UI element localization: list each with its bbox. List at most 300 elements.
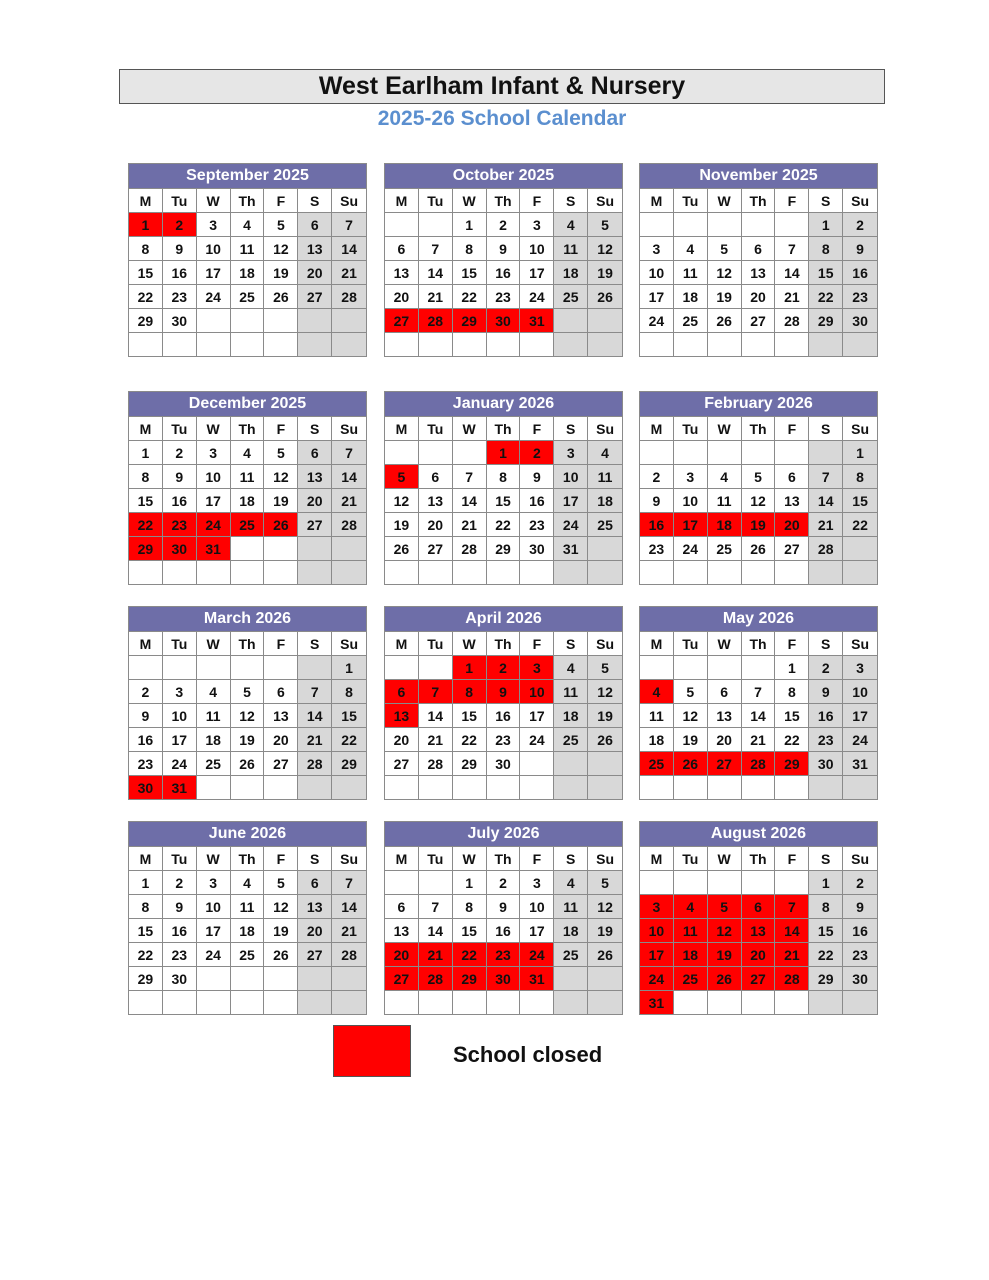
month-calendar xyxy=(639,821,878,1015)
day-cell: 21 xyxy=(809,512,843,536)
month-calendar xyxy=(128,391,367,585)
empty-cell xyxy=(419,212,453,236)
day-cell: 9 xyxy=(163,236,197,260)
day-cell: 10 xyxy=(520,679,554,703)
day-cell: 25 xyxy=(708,536,742,560)
weekday-header: Tu xyxy=(163,631,197,655)
day-cell: 4 xyxy=(708,464,742,488)
day-cell: 19 xyxy=(708,284,742,308)
day-cell: 17 xyxy=(640,284,674,308)
empty-cell xyxy=(298,655,332,679)
day-cell: 14 xyxy=(775,918,809,942)
empty-cell xyxy=(809,775,843,799)
day-cell: 13 xyxy=(419,488,453,512)
month-title: June 2026 xyxy=(129,822,366,846)
day-cell: 2 xyxy=(843,870,877,894)
empty-cell xyxy=(520,990,554,1014)
weekday-header: Tu xyxy=(674,846,708,870)
day-cell: 1 xyxy=(129,212,163,236)
empty-cell xyxy=(674,212,708,236)
empty-cell xyxy=(708,655,742,679)
day-cell: 3 xyxy=(197,440,231,464)
day-cell: 18 xyxy=(231,260,265,284)
day-cell: 24 xyxy=(843,727,877,751)
day-cell: 25 xyxy=(674,308,708,332)
day-cell: 14 xyxy=(332,464,366,488)
empty-cell xyxy=(708,560,742,584)
day-cell: 14 xyxy=(332,236,366,260)
month-grid xyxy=(640,631,877,799)
day-cell: 5 xyxy=(742,464,776,488)
weekday-header: S xyxy=(554,631,588,655)
day-cell: 12 xyxy=(708,260,742,284)
day-cell: 20 xyxy=(264,727,298,751)
weekday-header: M xyxy=(640,416,674,440)
empty-cell xyxy=(554,775,588,799)
day-cell: 5 xyxy=(264,212,298,236)
day-cell: 15 xyxy=(809,918,843,942)
day-cell: 3 xyxy=(640,894,674,918)
day-cell: 29 xyxy=(453,308,487,332)
day-cell: 4 xyxy=(640,679,674,703)
day-cell: 20 xyxy=(385,942,419,966)
day-cell: 23 xyxy=(487,942,521,966)
day-cell: 11 xyxy=(674,918,708,942)
empty-cell xyxy=(640,870,674,894)
day-cell: 5 xyxy=(385,464,419,488)
day-cell: 4 xyxy=(554,655,588,679)
day-cell: 22 xyxy=(843,512,877,536)
month-title: April 2026 xyxy=(385,607,622,631)
empty-cell xyxy=(385,655,419,679)
day-cell: 12 xyxy=(264,464,298,488)
weekday-header: F xyxy=(264,846,298,870)
day-cell: 29 xyxy=(487,536,521,560)
day-cell: 10 xyxy=(163,703,197,727)
day-cell: 13 xyxy=(742,260,776,284)
day-cell: 17 xyxy=(197,488,231,512)
day-cell: 6 xyxy=(385,236,419,260)
day-cell: 20 xyxy=(298,488,332,512)
empty-cell xyxy=(197,990,231,1014)
day-cell: 4 xyxy=(588,440,622,464)
day-cell: 19 xyxy=(264,260,298,284)
day-cell: 25 xyxy=(197,751,231,775)
day-cell: 20 xyxy=(742,942,776,966)
day-cell: 31 xyxy=(197,536,231,560)
empty-cell xyxy=(332,308,366,332)
day-cell: 3 xyxy=(674,464,708,488)
day-cell: 19 xyxy=(385,512,419,536)
empty-cell xyxy=(419,560,453,584)
day-cell: 10 xyxy=(197,464,231,488)
day-cell: 27 xyxy=(775,536,809,560)
day-cell: 3 xyxy=(520,212,554,236)
day-cell: 30 xyxy=(129,775,163,799)
weekday-header: Tu xyxy=(419,846,453,870)
weekday-header: S xyxy=(298,416,332,440)
day-cell: 17 xyxy=(520,703,554,727)
day-cell: 14 xyxy=(419,260,453,284)
empty-cell xyxy=(640,440,674,464)
day-cell: 4 xyxy=(554,870,588,894)
day-cell: 22 xyxy=(775,727,809,751)
weekday-header: Su xyxy=(588,188,622,212)
day-cell: 16 xyxy=(487,703,521,727)
day-cell: 10 xyxy=(554,464,588,488)
page-title: West Earlham Infant & Nursery xyxy=(119,69,885,104)
weekday-header: M xyxy=(640,631,674,655)
day-cell: 18 xyxy=(231,918,265,942)
day-cell: 8 xyxy=(809,236,843,260)
day-cell: 2 xyxy=(163,870,197,894)
month-calendar xyxy=(639,163,878,357)
day-cell: 29 xyxy=(129,966,163,990)
empty-cell xyxy=(775,440,809,464)
weekday-header: Su xyxy=(332,188,366,212)
weekday-header: Su xyxy=(588,631,622,655)
day-cell: 26 xyxy=(264,512,298,536)
empty-cell xyxy=(163,560,197,584)
day-cell: 8 xyxy=(332,679,366,703)
empty-cell xyxy=(487,775,521,799)
day-cell: 14 xyxy=(298,703,332,727)
day-cell: 26 xyxy=(231,751,265,775)
day-cell: 26 xyxy=(264,942,298,966)
day-cell: 6 xyxy=(775,464,809,488)
day-cell: 10 xyxy=(520,236,554,260)
empty-cell xyxy=(453,440,487,464)
day-cell: 26 xyxy=(588,942,622,966)
weekday-header: Tu xyxy=(163,846,197,870)
day-cell: 20 xyxy=(742,284,776,308)
weekday-header: Su xyxy=(588,846,622,870)
day-cell: 19 xyxy=(708,942,742,966)
weekday-header: Su xyxy=(843,188,877,212)
day-cell: 24 xyxy=(674,536,708,560)
empty-cell xyxy=(708,332,742,356)
weekday-header: Tu xyxy=(163,416,197,440)
empty-cell xyxy=(640,212,674,236)
day-cell: 26 xyxy=(742,536,776,560)
day-cell: 24 xyxy=(554,512,588,536)
weekday-header: Tu xyxy=(419,631,453,655)
day-cell: 21 xyxy=(332,918,366,942)
day-cell: 17 xyxy=(197,918,231,942)
day-cell: 14 xyxy=(419,918,453,942)
empty-cell xyxy=(843,536,877,560)
month-calendar xyxy=(384,163,623,357)
empty-cell xyxy=(674,775,708,799)
month-title: March 2026 xyxy=(129,607,366,631)
day-cell: 9 xyxy=(487,679,521,703)
empty-cell xyxy=(332,775,366,799)
day-cell: 20 xyxy=(385,727,419,751)
day-cell: 9 xyxy=(843,894,877,918)
weekday-header: S xyxy=(554,846,588,870)
empty-cell xyxy=(385,870,419,894)
month-title: November 2025 xyxy=(640,164,877,188)
empty-cell xyxy=(809,560,843,584)
weekday-header: S xyxy=(298,188,332,212)
month-title: December 2025 xyxy=(129,392,366,416)
day-cell: 15 xyxy=(129,918,163,942)
day-cell: 14 xyxy=(419,703,453,727)
day-cell: 29 xyxy=(775,751,809,775)
empty-cell xyxy=(554,332,588,356)
empty-cell xyxy=(419,870,453,894)
day-cell: 29 xyxy=(332,751,366,775)
empty-cell xyxy=(197,966,231,990)
day-cell: 23 xyxy=(809,727,843,751)
day-cell: 13 xyxy=(708,703,742,727)
day-cell: 22 xyxy=(453,284,487,308)
empty-cell xyxy=(775,212,809,236)
day-cell: 12 xyxy=(588,894,622,918)
month-grid xyxy=(640,846,877,1014)
day-cell: 9 xyxy=(163,464,197,488)
weekday-header: Su xyxy=(588,416,622,440)
day-cell: 30 xyxy=(163,966,197,990)
day-cell: 17 xyxy=(843,703,877,727)
empty-cell xyxy=(588,560,622,584)
day-cell: 22 xyxy=(809,284,843,308)
day-cell: 8 xyxy=(129,894,163,918)
day-cell: 30 xyxy=(487,308,521,332)
empty-cell xyxy=(163,990,197,1014)
day-cell: 26 xyxy=(264,284,298,308)
weekday-header: F xyxy=(775,416,809,440)
empty-cell xyxy=(419,990,453,1014)
day-cell: 6 xyxy=(298,212,332,236)
day-cell: 20 xyxy=(419,512,453,536)
empty-cell xyxy=(520,751,554,775)
empty-cell xyxy=(708,870,742,894)
day-cell: 11 xyxy=(640,703,674,727)
day-cell: 5 xyxy=(588,655,622,679)
month-grid xyxy=(385,188,622,356)
day-cell: 12 xyxy=(588,679,622,703)
day-cell: 19 xyxy=(588,703,622,727)
day-cell: 18 xyxy=(554,703,588,727)
weekday-header: Su xyxy=(332,846,366,870)
empty-cell xyxy=(298,966,332,990)
day-cell: 1 xyxy=(487,440,521,464)
day-cell: 17 xyxy=(197,260,231,284)
day-cell: 5 xyxy=(708,236,742,260)
day-cell: 7 xyxy=(419,894,453,918)
day-cell: 9 xyxy=(520,464,554,488)
day-cell: 13 xyxy=(298,894,332,918)
day-cell: 23 xyxy=(843,284,877,308)
day-cell: 13 xyxy=(385,918,419,942)
day-cell: 15 xyxy=(453,260,487,284)
empty-cell xyxy=(775,870,809,894)
day-cell: 14 xyxy=(775,260,809,284)
empty-cell xyxy=(197,308,231,332)
day-cell: 10 xyxy=(674,488,708,512)
weekday-header: Th xyxy=(231,188,265,212)
empty-cell xyxy=(674,990,708,1014)
empty-cell xyxy=(809,440,843,464)
day-cell: 5 xyxy=(588,212,622,236)
day-cell: 23 xyxy=(163,942,197,966)
day-cell: 25 xyxy=(554,284,588,308)
day-cell: 26 xyxy=(588,727,622,751)
day-cell: 16 xyxy=(520,488,554,512)
weekday-header: S xyxy=(809,631,843,655)
empty-cell xyxy=(197,655,231,679)
empty-cell xyxy=(385,212,419,236)
day-cell: 28 xyxy=(775,308,809,332)
day-cell: 17 xyxy=(520,918,554,942)
weekday-header: W xyxy=(197,631,231,655)
empty-cell xyxy=(231,775,265,799)
day-cell: 21 xyxy=(742,727,776,751)
day-cell: 5 xyxy=(708,894,742,918)
empty-cell xyxy=(453,332,487,356)
empty-cell xyxy=(197,560,231,584)
weekday-header: S xyxy=(809,188,843,212)
empty-cell xyxy=(197,775,231,799)
day-cell: 26 xyxy=(708,308,742,332)
day-cell: 27 xyxy=(419,536,453,560)
day-cell: 19 xyxy=(588,918,622,942)
weekday-header: M xyxy=(129,188,163,212)
day-cell: 8 xyxy=(453,894,487,918)
day-cell: 18 xyxy=(588,488,622,512)
empty-cell xyxy=(129,560,163,584)
month-calendar xyxy=(384,391,623,585)
day-cell: 22 xyxy=(332,727,366,751)
day-cell: 17 xyxy=(640,942,674,966)
empty-cell xyxy=(640,332,674,356)
day-cell: 1 xyxy=(129,440,163,464)
empty-cell xyxy=(640,655,674,679)
day-cell: 16 xyxy=(640,512,674,536)
empty-cell xyxy=(264,966,298,990)
day-cell: 16 xyxy=(129,727,163,751)
weekday-header: S xyxy=(809,846,843,870)
day-cell: 8 xyxy=(843,464,877,488)
day-cell: 6 xyxy=(742,894,776,918)
day-cell: 18 xyxy=(554,918,588,942)
empty-cell xyxy=(554,308,588,332)
day-cell: 25 xyxy=(554,727,588,751)
day-cell: 25 xyxy=(231,942,265,966)
empty-cell xyxy=(298,536,332,560)
day-cell: 26 xyxy=(385,536,419,560)
empty-cell xyxy=(264,560,298,584)
day-cell: 25 xyxy=(640,751,674,775)
weekday-header: M xyxy=(129,846,163,870)
day-cell: 13 xyxy=(298,464,332,488)
empty-cell xyxy=(554,560,588,584)
day-cell: 10 xyxy=(197,894,231,918)
day-cell: 19 xyxy=(588,260,622,284)
empty-cell xyxy=(775,775,809,799)
empty-cell xyxy=(453,560,487,584)
weekday-header: W xyxy=(453,416,487,440)
day-cell: 17 xyxy=(674,512,708,536)
day-cell: 16 xyxy=(843,918,877,942)
empty-cell xyxy=(742,775,776,799)
empty-cell xyxy=(419,332,453,356)
day-cell: 16 xyxy=(809,703,843,727)
day-cell: 30 xyxy=(843,966,877,990)
day-cell: 4 xyxy=(674,894,708,918)
day-cell: 10 xyxy=(197,236,231,260)
day-cell: 7 xyxy=(419,236,453,260)
empty-cell xyxy=(674,655,708,679)
day-cell: 24 xyxy=(520,942,554,966)
weekday-header: Tu xyxy=(419,416,453,440)
empty-cell xyxy=(588,775,622,799)
day-cell: 3 xyxy=(554,440,588,464)
empty-cell xyxy=(843,332,877,356)
day-cell: 26 xyxy=(674,751,708,775)
day-cell: 23 xyxy=(163,284,197,308)
weekday-header: W xyxy=(197,846,231,870)
day-cell: 12 xyxy=(708,918,742,942)
day-cell: 16 xyxy=(487,260,521,284)
day-cell: 10 xyxy=(520,894,554,918)
empty-cell xyxy=(332,990,366,1014)
empty-cell xyxy=(588,990,622,1014)
day-cell: 13 xyxy=(742,918,776,942)
weekday-header: Th xyxy=(487,188,521,212)
day-cell: 28 xyxy=(742,751,776,775)
month-calendar xyxy=(384,606,623,800)
day-cell: 3 xyxy=(197,870,231,894)
day-cell: 7 xyxy=(742,679,776,703)
empty-cell xyxy=(640,775,674,799)
day-cell: 28 xyxy=(419,308,453,332)
day-cell: 18 xyxy=(674,942,708,966)
day-cell: 24 xyxy=(163,751,197,775)
day-cell: 21 xyxy=(453,512,487,536)
day-cell: 11 xyxy=(588,464,622,488)
day-cell: 21 xyxy=(419,942,453,966)
weekday-header: Tu xyxy=(163,188,197,212)
day-cell: 1 xyxy=(453,655,487,679)
empty-cell xyxy=(385,332,419,356)
month-title: September 2025 xyxy=(129,164,366,188)
empty-cell xyxy=(231,990,265,1014)
day-cell: 11 xyxy=(231,236,265,260)
day-cell: 27 xyxy=(298,512,332,536)
day-cell: 18 xyxy=(640,727,674,751)
day-cell: 28 xyxy=(809,536,843,560)
day-cell: 11 xyxy=(231,464,265,488)
empty-cell xyxy=(843,560,877,584)
day-cell: 24 xyxy=(520,727,554,751)
weekday-header: F xyxy=(520,188,554,212)
weekday-header: Th xyxy=(742,416,776,440)
month-calendar xyxy=(384,821,623,1015)
day-cell: 25 xyxy=(231,512,265,536)
day-cell: 6 xyxy=(298,870,332,894)
month-title: May 2026 xyxy=(640,607,877,631)
day-cell: 9 xyxy=(843,236,877,260)
day-cell: 6 xyxy=(708,679,742,703)
day-cell: 3 xyxy=(197,212,231,236)
day-cell: 20 xyxy=(385,284,419,308)
day-cell: 1 xyxy=(453,212,487,236)
day-cell: 19 xyxy=(264,918,298,942)
day-cell: 10 xyxy=(640,260,674,284)
month-title: February 2026 xyxy=(640,392,877,416)
